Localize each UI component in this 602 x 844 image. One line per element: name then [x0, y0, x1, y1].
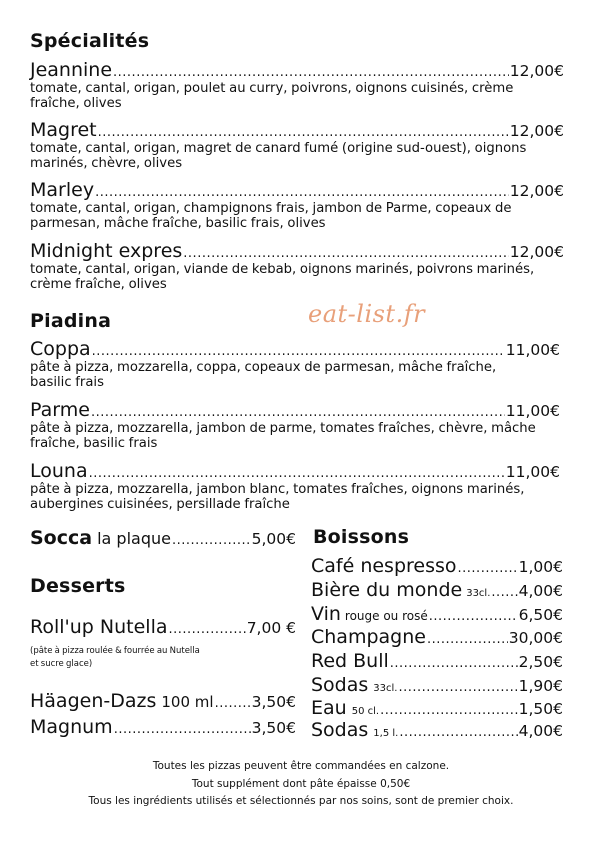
drink-vin	[311, 604, 563, 627]
item-name: Coppa	[30, 338, 91, 360]
item-name: Häagen-Dazs	[30, 690, 157, 712]
item-price: 1,50€	[518, 700, 563, 718]
item-suffix: 50 cl.	[351, 706, 380, 717]
footer-line: Tous les ingrédients utilisés et sélectionnés par nos soins, sont de premier choix.	[88, 795, 514, 807]
menu-item-marley	[30, 180, 564, 231]
dot-leader	[399, 726, 517, 739]
item-name: Magnum	[30, 716, 113, 738]
item-price: 12,00€	[509, 122, 564, 140]
item-name: Marley	[30, 179, 95, 201]
item-price: 12,00€	[509, 182, 564, 200]
dot-leader	[429, 610, 518, 623]
dot-leader	[398, 681, 517, 694]
item-price: 2,50€	[518, 653, 563, 671]
menu-item-magret	[30, 120, 564, 171]
dot-leader	[172, 534, 251, 547]
footer-line: Toutes les pizzas peuvent être commandées en calzone.	[152, 760, 450, 772]
item-price: 11,00€	[505, 402, 560, 420]
note-line: et sucre glace)	[30, 659, 93, 669]
item-price: 12,00€	[509, 243, 564, 261]
drink-cafe-nespresso	[311, 556, 563, 578]
item-price: 11,00€	[505, 341, 560, 359]
item-name: Café nespresso	[311, 555, 457, 577]
dot-leader	[390, 657, 518, 670]
item-name: Red Bull	[311, 650, 389, 672]
item-name: Socca	[30, 527, 93, 549]
dot-leader	[95, 186, 509, 199]
dot-leader	[113, 66, 509, 79]
boissons-title: Boissons	[313, 526, 410, 548]
item-name: Vin	[311, 603, 341, 625]
menu-item-magnum	[30, 717, 296, 739]
item-price: 1,00€	[518, 558, 563, 576]
item-name: Parme	[30, 399, 90, 421]
item-name: Eau	[311, 697, 347, 719]
item-name: Roll'up Nutella	[30, 616, 168, 638]
item-name: Louna	[30, 460, 88, 482]
menu-item-rollup-nutella	[30, 617, 296, 671]
dot-leader	[183, 247, 508, 260]
item-note	[30, 645, 296, 671]
dot-leader	[427, 633, 508, 646]
item-name: Midnight expres	[30, 240, 183, 262]
item-price: 5,00€	[251, 530, 296, 548]
item-price: 30,00€	[508, 629, 563, 647]
menu-item-louna	[30, 461, 560, 512]
item-price: 7,00 €	[246, 619, 296, 637]
item-description: tomate, cantal, origan, poulet au curry, poivrons, oignons cuisinés, crème fraîche, olives	[30, 81, 514, 111]
item-suffix: rouge ou rosé	[344, 609, 428, 623]
dot-leader	[114, 723, 251, 736]
menu-item-parme	[30, 400, 560, 451]
item-price: 12,00€	[509, 62, 564, 80]
item-price: 11,00€	[505, 463, 560, 481]
item-price: 4,00€	[518, 722, 563, 740]
piadina-title: Piadina	[30, 310, 112, 332]
item-name: Magret	[30, 119, 97, 141]
dot-leader	[92, 345, 505, 358]
item-price: 6,50€	[518, 606, 563, 624]
footer-notes	[0, 758, 602, 811]
item-description: tomate, cantal, origan, viande de kebab, oignons marinés, poivrons marinés, crème fraîche, olives	[30, 262, 535, 292]
item-name: Bière du monde	[311, 579, 463, 601]
item-suffix: la plaque	[97, 529, 171, 548]
item-description: tomate, cantal, origan, magret de canard fumé (origine sud-ouest), oignons marinés, chèvre, olives	[30, 141, 527, 171]
item-price: 1,90€	[518, 677, 563, 695]
item-name: Sodas	[311, 674, 369, 696]
item-price: 3,50€	[251, 719, 296, 737]
dot-leader	[91, 406, 505, 419]
drink-red-bull	[311, 651, 563, 673]
item-name: Champagne	[311, 626, 426, 648]
item-name: Sodas	[311, 719, 369, 741]
item-name: Jeannine	[30, 59, 113, 81]
drink-biere-du-monde	[311, 580, 563, 604]
item-suffix: 33cl.	[466, 588, 491, 599]
footer-line: Tout supplément dont pâte épaisse 0,50€	[191, 777, 411, 790]
drink-sodas-1-5l	[311, 720, 563, 744]
menu-item-midnight-expres	[30, 241, 564, 292]
dot-leader	[169, 623, 246, 636]
drink-champagne	[311, 627, 563, 649]
drink-sodas-33cl	[311, 675, 563, 699]
item-price: 4,00€	[518, 582, 563, 600]
menu-item-socca	[30, 528, 296, 550]
dot-leader	[98, 126, 509, 139]
item-price: 3,50€	[251, 693, 296, 711]
menu-item-coppa	[30, 339, 560, 390]
item-suffix: 100 ml	[161, 693, 214, 711]
desserts-title: Desserts	[30, 575, 126, 597]
menu-item-haagen-dazs	[30, 691, 296, 713]
watermark: eat-list.fr	[308, 300, 426, 328]
dot-leader	[458, 562, 518, 575]
menu-item-jeannine	[30, 60, 564, 111]
item-description: pâte à pizza, mozzarella, jambon blanc, tomates fraîches, oignons marinés, aubergines cuisinées, persillade fraîche	[30, 482, 525, 512]
item-suffix: 1,5 l.	[373, 728, 399, 739]
item-description: pâte à pizza, mozzarella, coppa, copeaux de parmesan, mâche fraîche, basilic frais	[30, 360, 497, 390]
dot-leader	[215, 697, 251, 710]
item-description: tomate, cantal, origan, champignons frais, jambon de Parme, copeaux de parmesan, mâche fraîche, basilic frais, olives	[30, 201, 512, 231]
item-description: pâte à pizza, mozzarella, jambon de parme, tomates fraîches, chèvre, mâche fraîche, basilic frais	[30, 421, 536, 451]
item-suffix: 33cl.	[373, 683, 398, 694]
note-line: (pâte à pizza roulée & fourrée au Nutella	[30, 646, 200, 656]
dot-leader	[491, 586, 517, 599]
specialites-title: Spécialités	[30, 30, 150, 52]
dot-leader	[380, 704, 518, 717]
dot-leader	[89, 467, 505, 480]
